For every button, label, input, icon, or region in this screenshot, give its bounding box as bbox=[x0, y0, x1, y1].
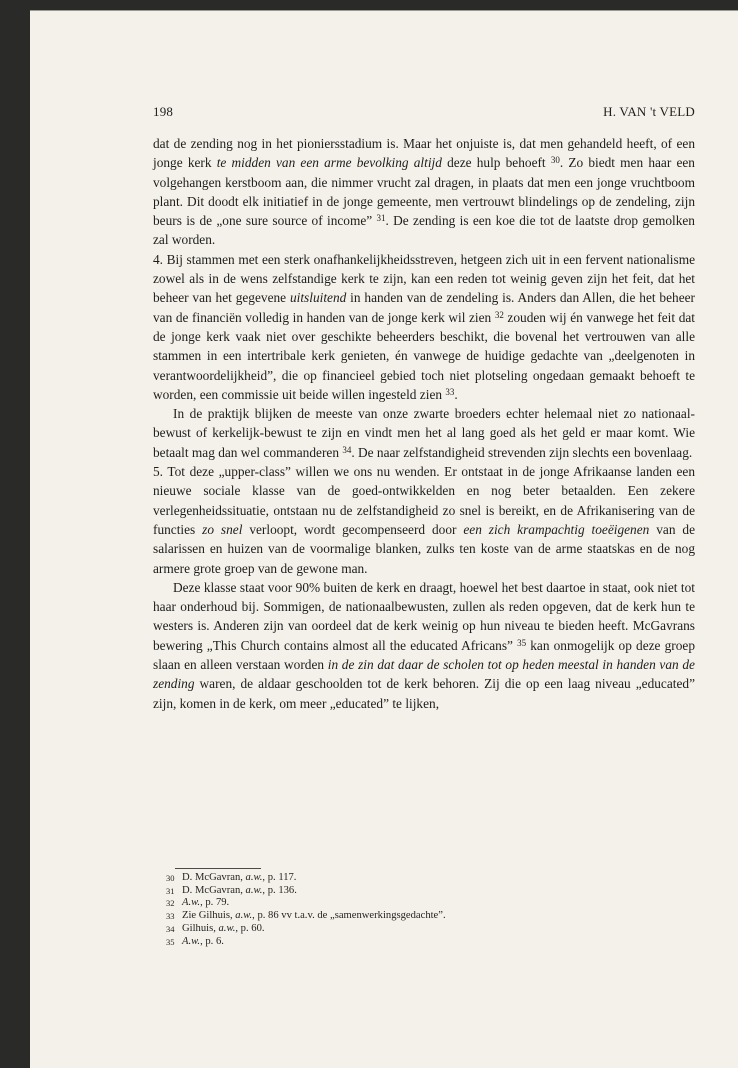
paragraph-2: 4. Bij stammen met een sterk onafhankelijkheidsstreven, hetgeen zich uit in een fervent nationalisme zowel als in de wens zelfstandige kerk te zijn, kan een reden tot weinig geven zijn het feit, dat het beheer van het gegevene uitsluitend in handen van de zendeling is. Anders dan Allen, die het beheer van de financiën volledig in handen van de jonge kerk wil zien $^{32}$ zouden wij én vanwege het feit dat de jonge kerk vaak niet over geschikte beheerders beschikt, die bovenal het vertrouwen van alle stammen in een intertribale kerk genieten, én vanwege de huidige gedachte van „deelgenoten in verantwoordelijkheid”, die op financieel gebied toch niet plotseling ongedaan gemaakt behoeft te worden, een commissie uit beide willen ingesteld zien $^{33}$. bbox=[153, 251, 695, 402]
page-header bbox=[153, 104, 695, 122]
footnote-ref-33[interactable]: 33 bbox=[445, 386, 455, 397]
footnote-35: 35 A.w., p. 6. bbox=[166, 935, 224, 947]
body-text bbox=[153, 134, 695, 713]
footnote-32: 32 A.w., p. 79. bbox=[166, 897, 230, 909]
paragraph-4: 5. Tot deze „upper-class” willen we ons nu wenden. Er ontstaat in de jonge Afrikaanse landen een nieuwe sociale klasse van de goed-ontwikkelden en nog beter betaalden. Een zekere verlegenheidssituatie, ontstaan nu de zelfstandigheid zo snel is bereikt, en de Afrikanisering van de functies zo snel verloopt, wordt gecompenseerd door een zich krampachtig toeëigenen van de salarissen en huizen van de voormalige blanken, zulks ten koste van de arme staatskas en de nog armere grote groep van de gewone man. bbox=[153, 464, 696, 576]
running-head: H. VAN 't VELD bbox=[603, 104, 695, 119]
footnote-divider bbox=[175, 868, 261, 869]
page-top-edge bbox=[30, 10, 738, 11]
footnote-ref-31[interactable]: 31 bbox=[376, 213, 386, 224]
footnote-33: 33 Zie Gilhuis, a.w., p. 86 vv t.a.v. de „samenwerkingsgedachte”. bbox=[166, 910, 446, 922]
page-number: 198 bbox=[153, 104, 174, 119]
book-page bbox=[30, 10, 738, 1068]
footnote-ref-30[interactable]: 30 bbox=[550, 155, 560, 166]
footnote-34: 34 Gilhuis, a.w., p. 60. bbox=[166, 922, 265, 934]
footnote-30: 30 D. McGavran, a.w., p. 117. bbox=[166, 872, 297, 883]
footnote-ref-35[interactable]: 35 bbox=[517, 637, 527, 648]
paragraph-1: dat de zending nog in het pioniersstadium is. Maar het onjuiste is, dat men gehandeld heeft, of een jonge kerk te midden van een arme bevolking altijd deze hulp behoeft $^{30}$. Zo biedt men haar een volgehangen kerstboom aan, die nimmer vrucht zal dragen, in plaats dat men een jonge vruchtboom plant. Dit doodt elk initiatief in de jonge gemeente, men vertrouwt blindelings op de zendeling, zijn beurs is de „one sure source of income” $^{31}$. De zending is een koe die tot de laatste drop gemolken zal worden. bbox=[153, 136, 695, 248]
paragraph-5: Deze klasse staat voor 90% buiten de kerk en draagt, hoewel het best daartoe in staat, ook niet tot haar onderhoud bij. Sommigen, de nationaalbewusten, zullen als reden opgeven, dat de kerk hun te westers is. Anderen zijn van oordeel dat de kerk weinig op hun niveau te bieden heeft. McGavrans bewering „This Church contains almost all the educated Africans” $^{35}$ kan onmogelijk op deze groep slaan en alleen verstaan worden in de zin dat daar de scholen tot op heden meestal in handen van de zending waren, de aldaar geschoolden tot de kerk behoren. Zij die op een laag niveau „educated” zijn, komen in de kerk, om meer „educated” te lijken, bbox=[153, 579, 695, 711]
footnotes bbox=[166, 872, 646, 948]
footnote-ref-34[interactable]: 34 bbox=[342, 444, 352, 455]
paragraph-3: In de praktijk blijken de meeste van onze zwarte broeders echter helemaal niet zo nationaal-bewust of kerkelijk-bewust te zijn en vindt men het al lang goed als het geld er maar komt. Wie betaalt mag dan wel commanderen $^{34}$. De naar zelfstandigheid strevenden zijn slechts een bovenlaag. bbox=[153, 406, 695, 460]
footnote-31: 31 D. McGavran, a.w., p. 136. bbox=[166, 884, 297, 896]
footnote-ref-32[interactable]: 32 bbox=[494, 309, 504, 320]
